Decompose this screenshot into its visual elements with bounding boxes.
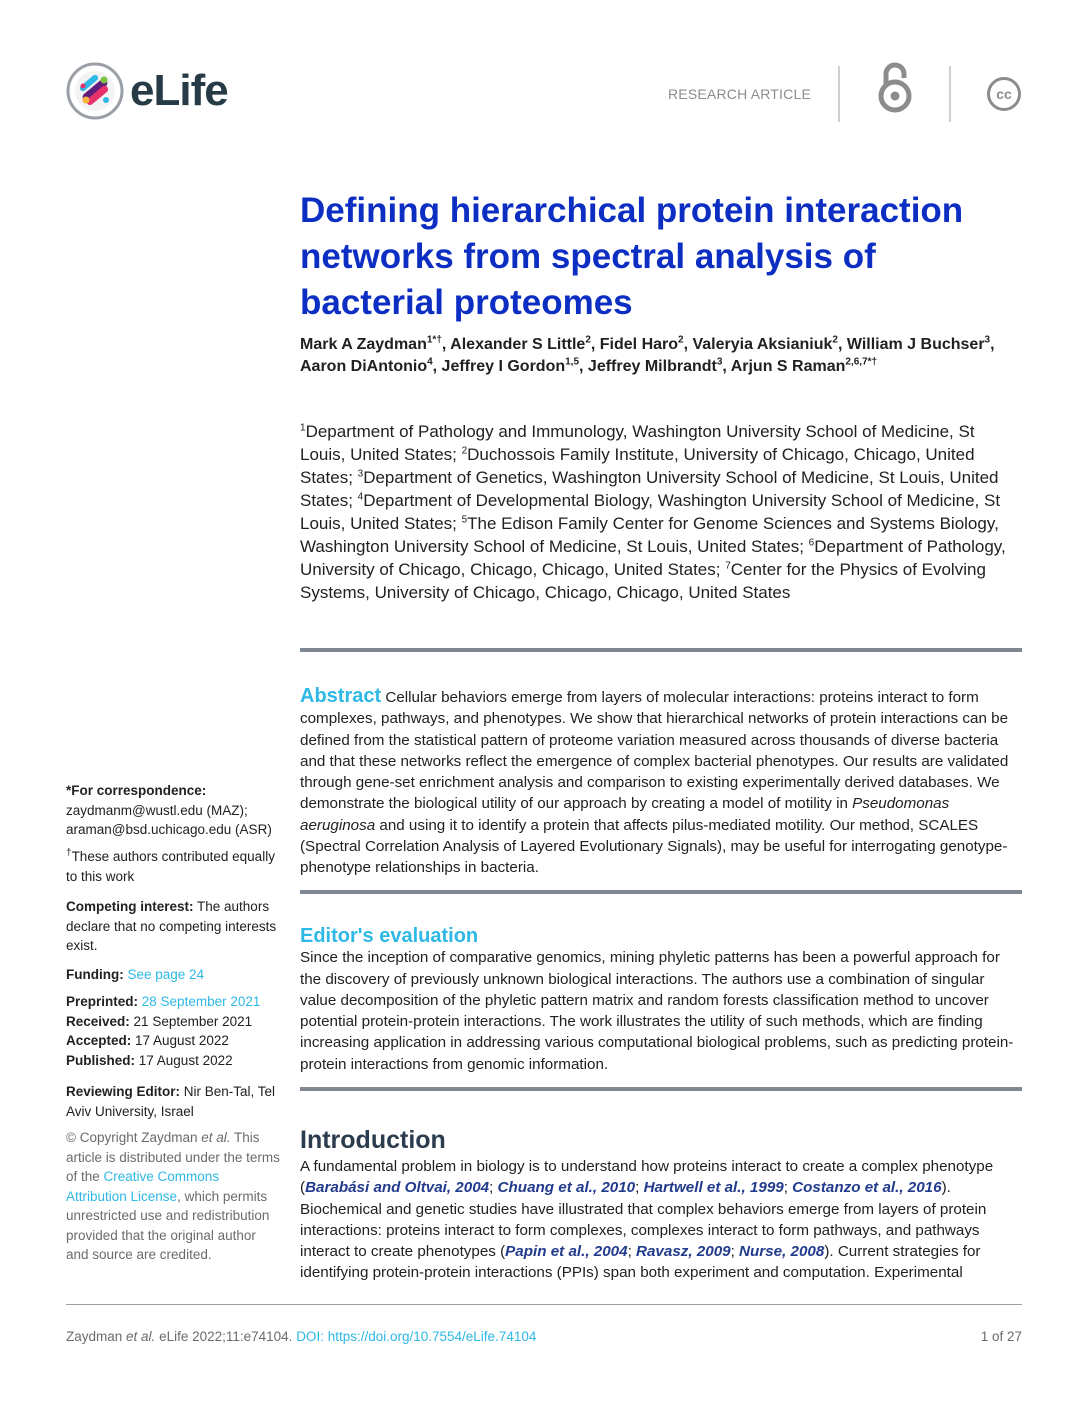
affiliation-number: 2	[461, 445, 468, 457]
article-title: Defining hierarchical protein interaction networks from spectral analysis of bacterial proteomes	[300, 191, 964, 322]
creative-commons-icon[interactable]	[986, 76, 1022, 112]
open-access-lock-icon[interactable]	[876, 60, 914, 114]
author-affiliation-sup: 1*†	[426, 334, 442, 346]
elife-logo-text: eLife	[130, 66, 228, 115]
affiliation-number: 5	[461, 514, 468, 526]
intro-text-2: ). Biochemical and genetic studies have illustrated that complex behaviors emerge from layers of protein interactions: proteins interact to form complexes, complexes interact to form pathways, and pathways interact to create phenotypes (	[300, 1179, 987, 1261]
cc-license-link[interactable]: Creative Commons Attribution License	[66, 1169, 220, 1204]
published-value: 17 August 2022	[135, 1052, 233, 1068]
citation-link[interactable]: Costanzo et al., 2016	[792, 1179, 942, 1197]
intro-sep: ;	[627, 1243, 637, 1261]
abstract-heading: Abstract	[300, 685, 382, 707]
affiliation-text: Department of Genetics, Washington University School of Medicine, St Louis, United States;	[300, 468, 999, 510]
abstract-text-2: and using it to identify a protein that affects pilus-mediated motility. Our method, SCALES (Spectral Correlation Analysis of Layered Evolutionary Signals), may be useful for interrogating genotype-phenotype relationships in bacteria.	[300, 816, 1008, 877]
footer-journal: eLife 2022;11:e74104.	[155, 1329, 297, 1344]
affiliation-text: Center for the Physics of Evolving Systems, University of Chicago, Chicago, Chicago, United States	[300, 560, 986, 602]
article-type: RESEARCH ARTICLE	[668, 86, 811, 102]
intro-sep: ;	[489, 1179, 498, 1197]
affiliation-number: 7	[725, 560, 731, 572]
received-value: 21 September 2021	[129, 1013, 253, 1029]
correspondence-block	[66, 781, 282, 840]
author-name: William J Buchser	[846, 336, 985, 353]
affiliation-number: 4	[357, 491, 364, 503]
accepted-value: 17 August 2022	[131, 1033, 229, 1048]
abstract	[300, 686, 1022, 879]
header-divider-2	[949, 66, 951, 122]
footer-rule	[66, 1304, 1022, 1305]
section-rule-3	[300, 1087, 1022, 1091]
author-affiliation-sup: 1,5	[565, 356, 580, 368]
elife-logo[interactable]	[66, 62, 228, 120]
section-rule-2	[300, 890, 1022, 894]
footer-citation	[66, 1329, 536, 1344]
preprinted-link[interactable]: 28 September 2021	[141, 994, 261, 1009]
author-name: Jeffrey Milbrandt	[587, 358, 717, 375]
citation-link[interactable]: Nurse, 2008	[739, 1243, 825, 1261]
citation-link[interactable]: Papin et al., 2004	[505, 1243, 628, 1261]
citation-link[interactable]: Hartwell et al., 1999	[643, 1179, 784, 1197]
affiliation-number: 6	[808, 537, 815, 549]
affiliation-text: Department of Developmental Biology, Washington University School of Medicine, St Louis, United States;	[300, 491, 1001, 533]
page-number: 1 of 27	[980, 1329, 1022, 1344]
intro-text-1: A fundamental problem in biology is to understand how proteins interact to create a complex phenotype (	[300, 1158, 994, 1197]
abstract-species: Pseudomonas aeruginosa	[300, 795, 950, 834]
equal-contribution-note	[66, 847, 282, 886]
funding-link[interactable]: See page 24	[127, 967, 205, 982]
affiliation-number: 3	[357, 468, 364, 480]
editor-label: Reviewing Editor:	[66, 1084, 181, 1099]
author-name: Valeryia Aksianiuk	[692, 336, 833, 353]
intro-sep: ;	[783, 1179, 793, 1197]
affiliation-text: Department of Pathology and Immunology, Washington University School of Medicine, St Louis, United States;	[300, 422, 975, 464]
section-rule-1	[300, 648, 1022, 652]
published-label: Published:	[66, 1052, 136, 1068]
editors-evaluation-heading: Editor's evaluation	[300, 925, 479, 947]
intro-text-3: ). Current strategies for identifying protein-protein interactions (PPIs) span both experiment and computation. Experimental	[300, 1243, 981, 1282]
author-affiliation-sup: 2,6,7*†	[845, 356, 878, 368]
author-affiliation-sup: 2	[678, 334, 684, 346]
author-name: Jeffrey I Gordon	[441, 358, 566, 375]
footer-doi-link[interactable]: DOI: https://doi.org/10.7554/eLife.74104	[296, 1329, 537, 1344]
reviewing-editor	[66, 1082, 282, 1121]
cc-text: cc	[996, 86, 1012, 102]
competing-text: The authors declare that no competing interests exist.	[66, 899, 277, 953]
editor-value: Nir Ben-Tal, Tel Aviv University, Israel	[66, 1084, 276, 1119]
author-name: Aaron DiAntonio	[300, 358, 428, 375]
intro-sep: ;	[730, 1243, 740, 1261]
funding-label: Funding:	[66, 967, 124, 982]
affiliation-text: Department of Pathology, University of Chicago, Chicago, Chicago, United States;	[300, 537, 1006, 579]
affiliation-number: 1	[300, 422, 306, 434]
copyright-text-2: This article is distributed under the terms of the	[66, 1130, 280, 1184]
equal-sup: †	[66, 847, 72, 859]
author-affiliation-sup: 4	[427, 356, 433, 368]
author-affiliation-sup: 3	[984, 334, 991, 346]
author-name: Fidel Haro	[599, 336, 679, 353]
correspondence-email-2[interactable]: araman@bsd.uchicago.edu (ASR)	[66, 822, 272, 837]
preprinted-label: Preprinted:	[66, 994, 139, 1009]
competing-interest	[66, 897, 282, 956]
author-affiliation-sup: 2	[832, 334, 838, 346]
copyright-text-3: , which permits unrestricted use and redistribution provided that the original author and source are credited.	[66, 1188, 270, 1262]
footer-author: Zaydman	[66, 1329, 127, 1344]
affiliation-text: The Edison Family Center for Genome Sciences and Systems Biology, Washington University School of Medicine, St Louis, United States;	[300, 514, 999, 556]
editors-evaluation	[300, 926, 1022, 1075]
copyright-block	[66, 1128, 282, 1265]
received-label: Received:	[66, 1013, 130, 1029]
header-divider	[838, 66, 840, 122]
author-name: Arjun S Raman	[730, 358, 846, 375]
elife-logo-icon	[66, 62, 124, 120]
citation-link[interactable]: Chuang et al., 2010	[497, 1179, 636, 1197]
author-affiliation-sup: 2	[585, 334, 591, 346]
affiliations	[300, 420, 1022, 604]
copyright-icon: ©	[66, 1130, 76, 1145]
author-list: Mark A Zaydman$^{1*\dagger}$, Alexander S Little$^2$, Fidel Haro$^2$, Valeryia Aksianiuk$^2$, William J Buchser$^3$, Aaron DiAntonio$^4$, Jeffrey I Gordon$^{1,5}$, Jeffrey Milbrandt$^3$, Arjun S Raman$^{2,6,7*\dagger}$	[300, 334, 995, 375]
affiliation-text: Duchossois Family Institute, University of Chicago, Chicago, United States;	[300, 445, 975, 487]
correspondence-email-1[interactable]: zaydmanm@wustl.edu (MAZ);	[66, 802, 248, 818]
correspondence-label: *For correspondence:	[66, 783, 207, 798]
copyright-text-1: Copyright Zaydman	[75, 1130, 202, 1145]
footer-etal: et al.	[126, 1329, 156, 1344]
author-name: Alexander S Little	[450, 336, 586, 353]
equal-text: These authors contributed equally to this work	[66, 849, 275, 884]
author-name: Mark A Zaydman	[300, 336, 427, 353]
author-affiliation-sup: 3	[716, 356, 723, 368]
abstract-text-1: Cellular behaviors emerge from layers of molecular interactions: proteins interact to form complexes, pathways, and phenotypes. We show that hierarchical networks of protein interactions can be defined from the statistical pattern of proteome variation measured across thousands of diverse bacteria and that these networks reflect the emergence of complex bacterial phenotypes. Our results are validated through gene-set enrichment analysis and comparison to existing experimentally derived databases. We demonstrate the biological utility of our approach by creating a model of motility in	[300, 689, 1009, 813]
intro-sep: ;	[635, 1179, 644, 1197]
competing-label: Competing interest:	[66, 899, 194, 914]
dates-block	[66, 992, 282, 1070]
accepted-label: Accepted:	[66, 1033, 132, 1048]
editors-evaluation-text: Since the inception of comparative genomics, mining phyletic patterns has been a powerful approach for the discovery of previously unknown biological interactions. The authors use a combination of singular value decomposition of the phyletic pattern matrix and random forests classification method to uncover potential protein-protein interactions. The work illustrates the utility of such methods, which are finding increasing application in addressing various computational biological problems, such as predicting protein-protein interactions from genomic information.	[300, 949, 1014, 1073]
citation-link[interactable]: Ravasz, 2009	[636, 1243, 731, 1261]
citation-link[interactable]: Barabási and Oltvai, 2004	[305, 1179, 490, 1197]
introduction-heading: Introduction	[300, 1126, 446, 1154]
funding	[66, 965, 282, 985]
copyright-etal: et al.	[201, 1130, 231, 1145]
introduction-text	[300, 1156, 1022, 1284]
